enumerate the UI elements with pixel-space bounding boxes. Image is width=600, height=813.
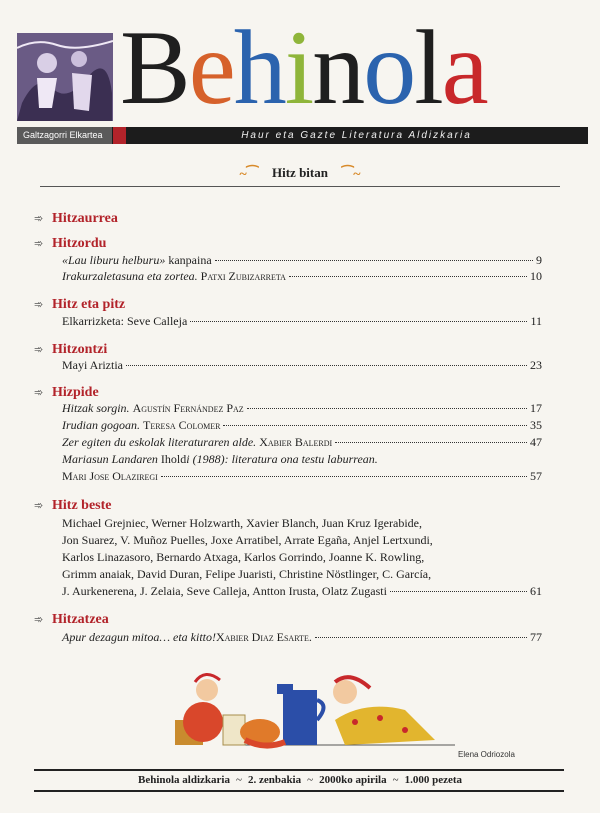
logo-letter: a	[441, 9, 487, 126]
toc-entry: Mayi Ariztia 23	[62, 358, 542, 372]
footer-separator: ~	[392, 774, 399, 786]
toc-heading: ~⁀ Hitz bitan ⁀~	[239, 165, 361, 182]
toc-entry: Zer egiten du eskolak literaturaren alde. Xabier Balerdi 47	[62, 435, 542, 449]
cover-illustration	[17, 33, 113, 121]
logo-letter: e	[188, 9, 234, 126]
footer-price: 1.000 pezeta	[404, 774, 463, 786]
toc-entry: Mari Jose Olaziregi 57	[62, 469, 542, 483]
logo-letter: o	[363, 9, 415, 126]
footer-separator: ~	[235, 774, 242, 786]
toc-entry: Hitzak sorgin. Agustín Fernández Paz 17	[62, 401, 542, 415]
magazine-subtitle: Haur eta Gazte Literatura Aldizkaria	[241, 130, 472, 141]
tea-party-drawing	[165, 660, 455, 760]
bullet-arrow-icon: ➾	[34, 344, 44, 356]
bullet-arrow-icon: ➾	[34, 500, 44, 512]
footer-rule-bottom	[34, 790, 564, 792]
red-block	[113, 127, 126, 144]
section-hitzaurrea: ➾ Hitzaurrea	[34, 211, 118, 226]
bullet-arrow-icon: ➾	[34, 614, 44, 626]
toc-entry: Irudian gogoan. Teresa Colomer 35	[62, 418, 542, 432]
author-list-line: Karlos Linazasoro, Bernardo Atxaga, Karlos Gorrindo, Joanne K. Rowling,	[62, 550, 425, 564]
bullet-arrow-icon: ➾	[34, 238, 44, 250]
footer-illustration	[165, 660, 455, 760]
engraving-image	[17, 33, 113, 121]
bird-left-icon: ~⁀	[239, 166, 258, 182]
logo-letter: n	[312, 9, 364, 126]
logo-letter: i	[284, 9, 313, 126]
heading-rule	[40, 186, 560, 187]
section-hitz-eta-pitz: ➾ Hitz eta pitz	[34, 297, 126, 312]
author-list-line: Jon Suarez, V. Muñoz Puelles, Joxe Arratibel, Arrate Egaña, Anjel Lertxundi,	[62, 533, 433, 547]
bird-right-icon: ⁀~	[341, 166, 361, 182]
toc-entry: Irakurzaletasuna eta zortea. Patxi Zubizarreta 10	[62, 269, 542, 283]
logo-letter: h	[233, 9, 285, 126]
illustrator-credit: Elena Odriozola	[458, 750, 515, 759]
footer-separator: ~	[307, 774, 314, 786]
toc-entry: «Lau liburu helburu» kanpaina 9	[62, 253, 542, 267]
magazine-logo	[120, 6, 487, 130]
section-hitz-beste: ➾ Hitz beste	[34, 498, 112, 513]
section-hitzontzi: ➾ Hitzontzi	[34, 342, 108, 357]
bullet-arrow-icon: ➾	[34, 387, 44, 399]
author-list-line: Grimm anaiak, David Duran, Felipe Juaristi, Christine Nöstlinger, C. García,	[62, 567, 432, 581]
footer-issue: 2. zenbakia	[247, 774, 302, 786]
bullet-arrow-icon: ➾	[34, 299, 44, 311]
toc-entry-title: Mariasun Landaren Iholdi (1988): literatura ona testu laburrean.	[62, 452, 378, 466]
logo-letter: B	[120, 9, 189, 126]
footer-date: 2000ko apirila	[319, 774, 387, 786]
masthead-bar	[17, 127, 588, 144]
section-hitzatzea: ➾ Hitzatzea	[34, 612, 109, 627]
bullet-arrow-icon: ➾	[34, 213, 44, 225]
author-list-line: Michael Grejniec, Werner Holzwarth, Xavier Blanch, Juan Kruz Igerabide,	[62, 516, 422, 530]
section-hitzordu: ➾ Hitzordu	[34, 236, 107, 251]
toc-entry: Apur dezagun mitoa… eta kitto!Xabier Diaz Esarte. 77	[62, 630, 542, 644]
toc-entry: Elkarrizketa: Seve Calleja 11	[62, 314, 542, 328]
footer-line	[0, 771, 600, 789]
logo-letter: l	[414, 9, 442, 126]
footer-magazine: Behinola aldizkaria	[137, 774, 230, 786]
toc-entry: J. Aurkenerena, J. Zelaia, Seve Calleja, Antton Irusta, Olatz Zugasti 61	[62, 584, 542, 598]
section-hizpide: ➾ Hizpide	[34, 385, 99, 400]
publisher-label: Galtzagorri Elkartea	[17, 127, 112, 144]
